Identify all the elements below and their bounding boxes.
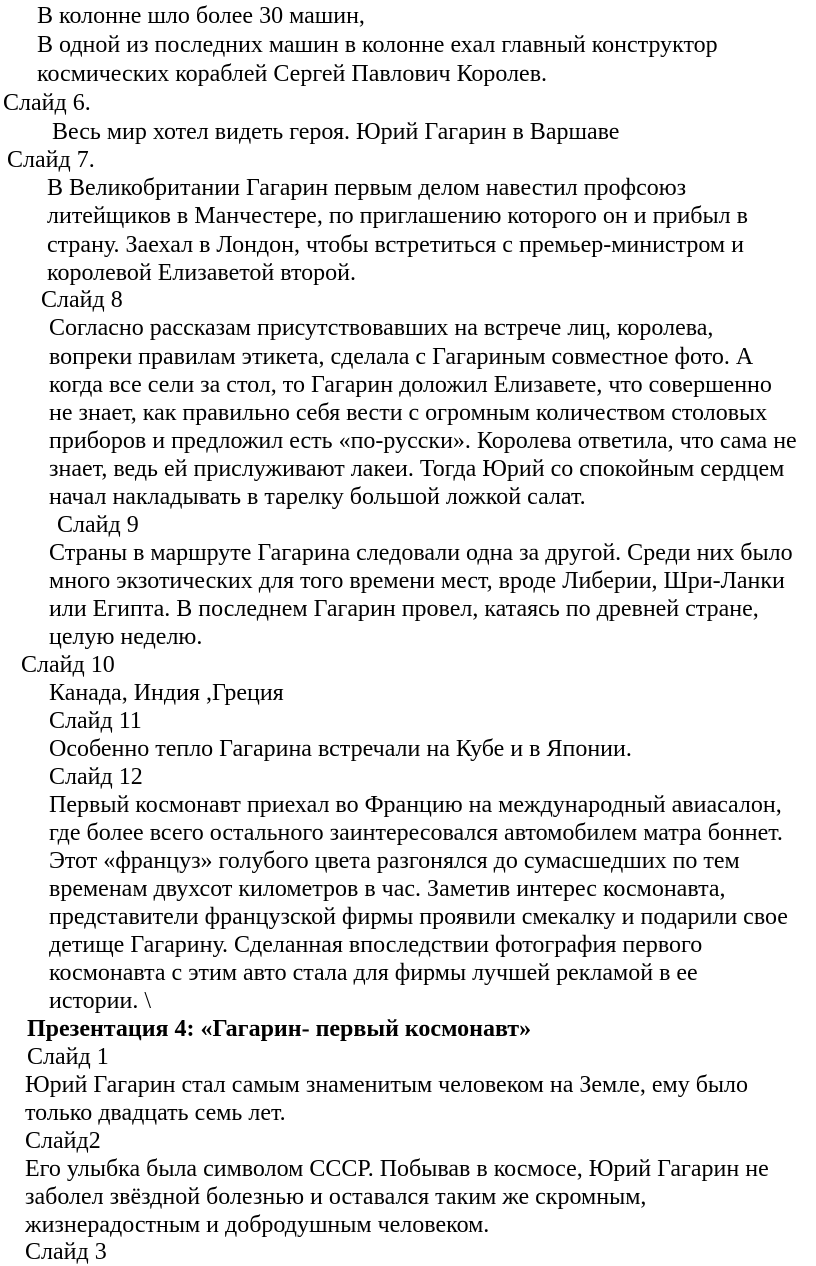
text-line: Канада, Индия ,Греция — [49, 680, 284, 706]
text-line: целую неделю. — [49, 624, 203, 650]
text-line: жизнерадостным и добродушным человеком. — [25, 1212, 490, 1238]
text-line: Его улыбка была символом СССР. Побывав в космосе, Юрий Гагарин не — [25, 1156, 769, 1182]
text-line: Согласно рассказам присутствовавших на встрече лиц, королева, — [49, 315, 714, 341]
text-line: вопреки правилам этикета, сделала с Гагариным совместное фото. А — [49, 344, 754, 370]
text-line: много экзотических для того времени мест, вроде Либерии, Шри-Ланки — [49, 568, 785, 594]
text-line: заболел звёздной болезнью и оставался таким же скромным, — [25, 1184, 647, 1210]
slide-heading: Слайд 8 — [41, 287, 123, 313]
text-line: знает, ведь ей прислуживают лакеи. Тогда Юрий со спокойным сердцем — [49, 456, 785, 482]
text-line: страну. Заехал в Лондон, чтобы встретиться с премьер-министром и — [47, 232, 744, 258]
text-line: Этот «француз» голубого цвета разгонялся до сумасшедших по тем — [49, 848, 740, 874]
text-line: Страны в маршруте Гагарина следовали одна за другой. Среди них было — [49, 540, 793, 566]
slide-heading: Слайд 9 — [57, 512, 139, 538]
text-line: представители французской фирмы проявили смекалку и подарили свое — [49, 904, 788, 930]
text-line: не знает, как правильно себя вести с огромным количеством столовых — [49, 400, 768, 426]
text-line: В одной из последних машин в колонне ехал главный конструктор — [37, 32, 718, 58]
text-line: когда все сели за стол, то Гагарин доложил Елизавете, что совершенно — [49, 372, 772, 398]
text-line: литейщиков в Манчестере, по приглашению которого он и прибыл в — [47, 203, 748, 229]
text-line: Особенно тепло Гагарина встречали на Кубе и в Японии. — [49, 736, 632, 762]
text-line: космических кораблей Сергей Павлович Королев. — [37, 61, 548, 87]
slide-heading: Слайд 7. — [7, 147, 95, 173]
text-line: космонавта с этим авто стала для фирмы лучшей рекламой в ее — [49, 960, 698, 986]
text-line: Весь мир хотел видеть героя. Юрий Гагарин в Варшаве — [52, 119, 620, 145]
text-line: временам двухсот километров в час. Заметив интерес космонавта, — [49, 876, 726, 902]
slide-heading: Слайд 1 — [27, 1044, 109, 1070]
presentation-title: Презентация 4: «Гагарин- первый космонавт» — [27, 1016, 532, 1042]
text-line: В колонне шло более 30 машин, — [37, 3, 365, 29]
text-line: Юрий Гагарин стал самым знаменитым человеком на Земле, ему было — [25, 1072, 748, 1098]
text-line: королевой Елизаветой второй. — [47, 260, 356, 286]
slide-heading: Слайд 12 — [49, 764, 143, 790]
text-line: или Египта. В последнем Гагарин провел, катаясь по древней стране, — [49, 596, 759, 622]
text-line: только двадцать семь лет. — [25, 1100, 286, 1126]
text-line: где более всего остального заинтересовался автомобилем матра боннет. — [49, 820, 783, 846]
text-line: истории. \ — [49, 988, 152, 1014]
slide-heading: Слайд 11 — [49, 708, 142, 734]
text-line: детище Гагарину. Сделанная впоследствии фотография первого — [49, 932, 703, 958]
text-line: начал накладывать в тарелку большой ложкой салат. — [49, 484, 586, 510]
slide-heading: Слайд2 — [25, 1128, 101, 1154]
slide-heading: Слайд 10 — [21, 652, 115, 678]
slide-heading: Слайд 6. — [3, 90, 91, 116]
text-line: Первый космонавт приехал во Францию на международный авиасалон, — [49, 792, 782, 818]
slide-heading: Слайд 3 — [25, 1239, 107, 1265]
text-line: В Великобритании Гагарин первым делом навестил профсоюз — [47, 175, 687, 201]
text-line: приборов и предложил есть «по-русски». Королева ответила, что сама не — [49, 428, 797, 454]
